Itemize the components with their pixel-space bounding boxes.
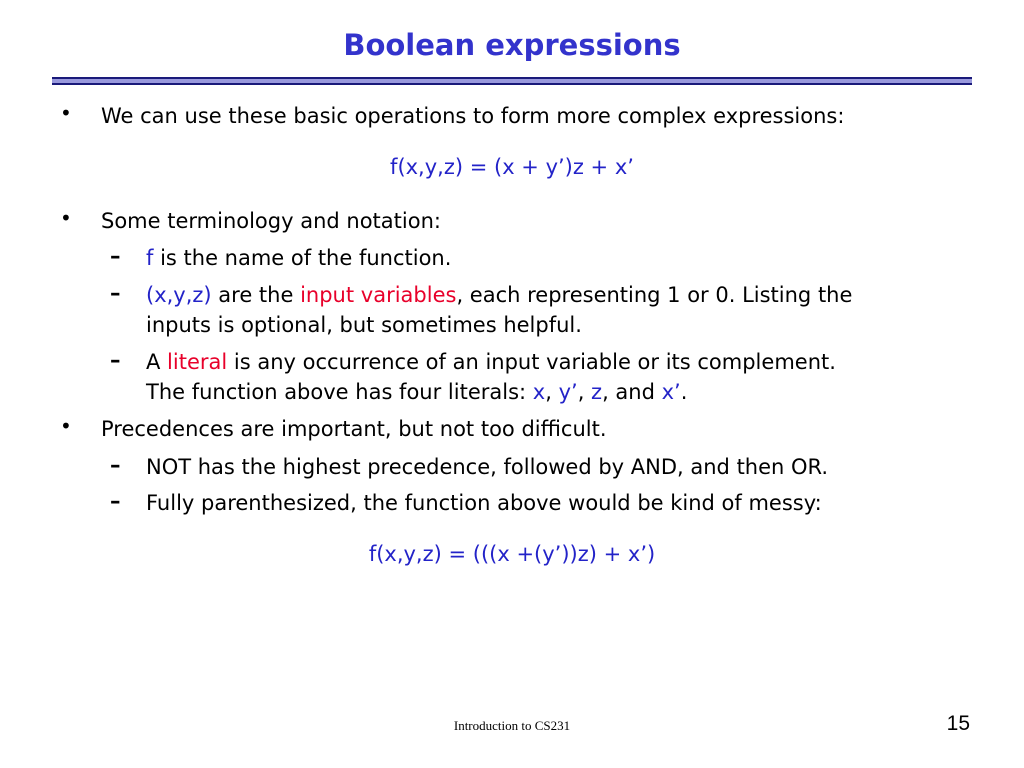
sub-bullet-continuation: inputs is optional, but sometimes helpful. xyxy=(146,313,582,337)
sub-bullet-text: The function above has four literals: xyxy=(146,380,533,404)
literal-x: x xyxy=(532,380,546,404)
sub-bullet-input-variables xyxy=(146,280,852,310)
sub-bullet-precedence: NOT has the highest precedence, followed by AND, and then OR. xyxy=(146,455,829,479)
bullet-marker: • xyxy=(60,206,72,230)
formula-expression: f(x,y,z) = (x + y’)z + x’ xyxy=(390,155,634,179)
sub-bullet-text: A xyxy=(146,350,168,374)
title-underline xyxy=(52,77,972,85)
bullet-text-1: We can use these basic operations to form more complex expressions: xyxy=(101,104,845,128)
separator: , and xyxy=(602,380,662,404)
slide-title: Boolean expressions xyxy=(343,28,681,62)
separator: . xyxy=(680,380,688,404)
variables-tuple: (x,y,z) xyxy=(146,283,212,307)
sub-bullet-continuation xyxy=(146,377,687,407)
literal-z: z xyxy=(591,380,603,404)
sub-bullet-function-name xyxy=(146,243,451,273)
separator: , xyxy=(545,380,559,404)
term-literal: literal xyxy=(167,350,228,374)
page-number: 15 xyxy=(946,712,970,735)
sub-bullet-text: , each representing 1 or 0. Listing the xyxy=(456,283,853,307)
dash-marker: – xyxy=(110,453,121,477)
bullet-text-2: Some terminology and notation: xyxy=(101,209,441,233)
slide-footer: Introduction to CS231 xyxy=(453,718,571,733)
bullet-marker: • xyxy=(60,101,72,125)
function-name: f xyxy=(146,246,154,270)
sub-bullet-text: is the name of the function. xyxy=(153,246,452,270)
dash-marker: – xyxy=(110,244,121,268)
formula-parenthesized: f(x,y,z) = (((x +(y’))z) + x’) xyxy=(368,542,656,566)
bullet-marker: • xyxy=(60,414,72,438)
literal-x-prime: x’ xyxy=(661,380,681,404)
dash-marker: – xyxy=(110,489,121,513)
sub-bullet-text: are the xyxy=(211,283,301,307)
bullet-text-3: Precedences are important, but not too difficult. xyxy=(101,417,607,441)
sub-bullet-text: is any occurrence of an input variable or its complement. xyxy=(227,350,836,374)
literal-y-prime: y’ xyxy=(558,380,578,404)
sub-bullet-literal xyxy=(146,347,836,377)
separator: , xyxy=(577,380,592,404)
sub-bullet-parenthesized: Fully parenthesized, the function above would be kind of messy: xyxy=(146,491,822,515)
dash-marker: – xyxy=(110,281,121,305)
term-input-variables: input variables xyxy=(300,283,457,307)
dash-marker: – xyxy=(110,348,121,372)
